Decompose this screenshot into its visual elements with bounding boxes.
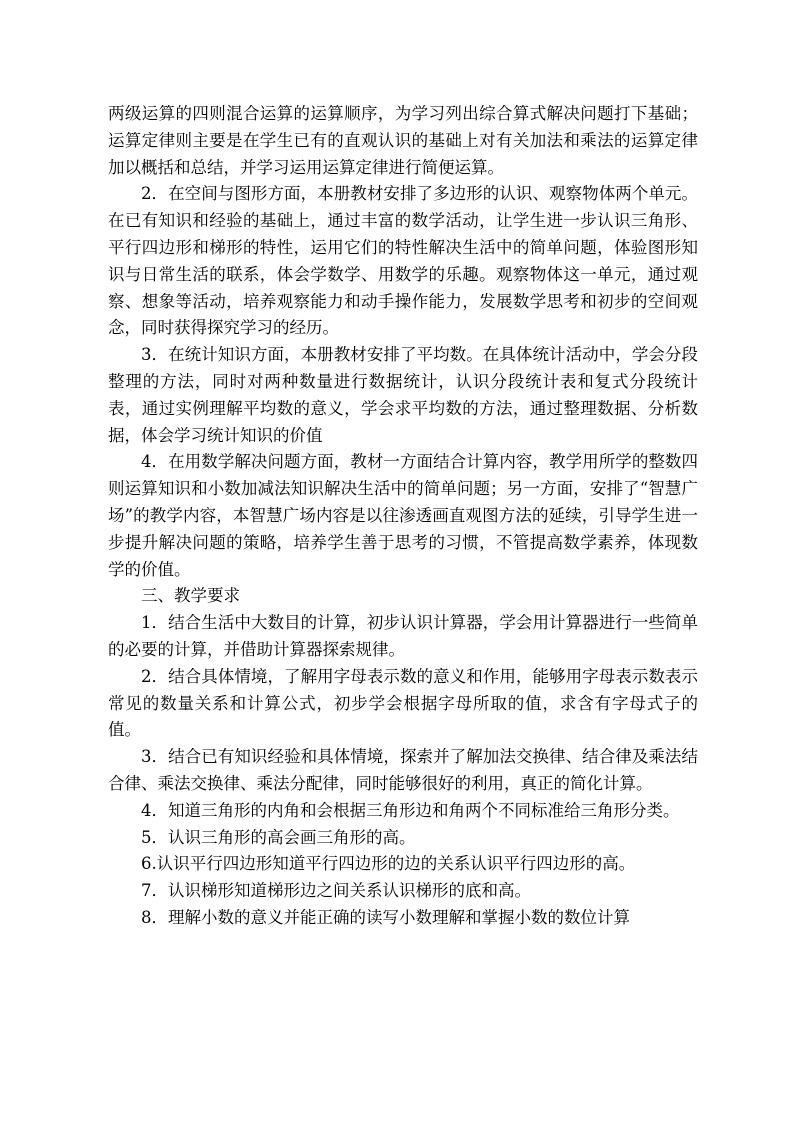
paragraph-problem-solving: 4．在用数学解决问题方面，教材一方面结合计算内容，教学用所学的整数四则运算知识和小数加减法知识解决生活中的简单问题；另一方面，安排了“智慧广场”的教学内容，本智慧广场内容是以往渗透画直观图方法的延续，引导学生进一步提升解决问题的策略，培养学生善于思考的习惯，不管提高数学素养，体现数学的价值。 (108, 452, 698, 579)
paragraph-space-and-figures: 2．在空间与图形方面，本册教材安排了多边形的认识、观察物体两个单元。在已有知识和经验的基础上，通过丰富的数学活动，让学生进一步认识三角形、平行四边形和梯形的特性，运用它们的特性解决生活中的简单问题，体验图形知识与日常生活的联系，体会学数学、用数学的乐趣。观察物体这一单元，通过观察、想象等活动，培养观察能力和动手操作能力，发展数学思考和初步的空间观念，同时获得探究学习的经历。 (108, 184, 698, 338)
requirement-item-4: 4．知道三角形的内角和会根据三角形边和角两个不同标准给三角形分类。 (141, 800, 680, 820)
document-body (108, 101, 698, 932)
requirement-item-5: 5．认识三角形的高会画三角形的高。 (141, 827, 416, 847)
requirement-item-3: 3．结合已有知识经验和具体情境，探索并了解加法交换律、结合律及乘法结合律、乘法交换律、乘法分配律，同时能够很好的利用，真正的简化计算。 (108, 747, 698, 793)
requirement-item-2: 2．结合具体情境，了解用字母表示数的意义和作用，能够用字母表示数表示常见的数量关系和计算公式，初步学会根据字母所取的值，求含有字母式子的值。 (108, 666, 698, 740)
section-heading-teaching-requirements: 三、教学要求 (141, 586, 240, 606)
requirement-item-8: 8．理解小数的意义并能正确的读写小数理解和掌握小数的数位计算 (141, 907, 630, 927)
requirement-item-7: 7．认识梯形知道梯形边之间关系认识梯形的底和高。 (141, 881, 531, 901)
requirement-item-1: 1．结合生活中大数目的计算，初步认识计算器，学会用计算器进行一些简单的必要的计算，并借助计算器探索规律。 (108, 613, 698, 659)
paragraph-statistics: 3．在统计知识方面，本册教材安排了平均数。在具体统计活动中，学会分段整理的方法，同时对两种数量进行数据统计，认识分段统计表和复式分段统计表，通过实例理解平均数的意义，学会求平均数的方法，通过整理数据、分析数据，体会学习统计知识的价值 (108, 345, 698, 445)
requirement-item-6: 6.认识平行四边形知道平行四边形的边的关系认识平行四边形的高。 (141, 854, 636, 874)
paragraph-operations-order: 两级运算的四则混合运算的运算顺序，为学习列出综合算式解决问题打下基础；运算定律则主要是在学生已有的直观认识的基础上对有关加法和乘法的运算定律加以概括和总结，并学习运用运算定律进行简便运算。 (108, 104, 698, 177)
